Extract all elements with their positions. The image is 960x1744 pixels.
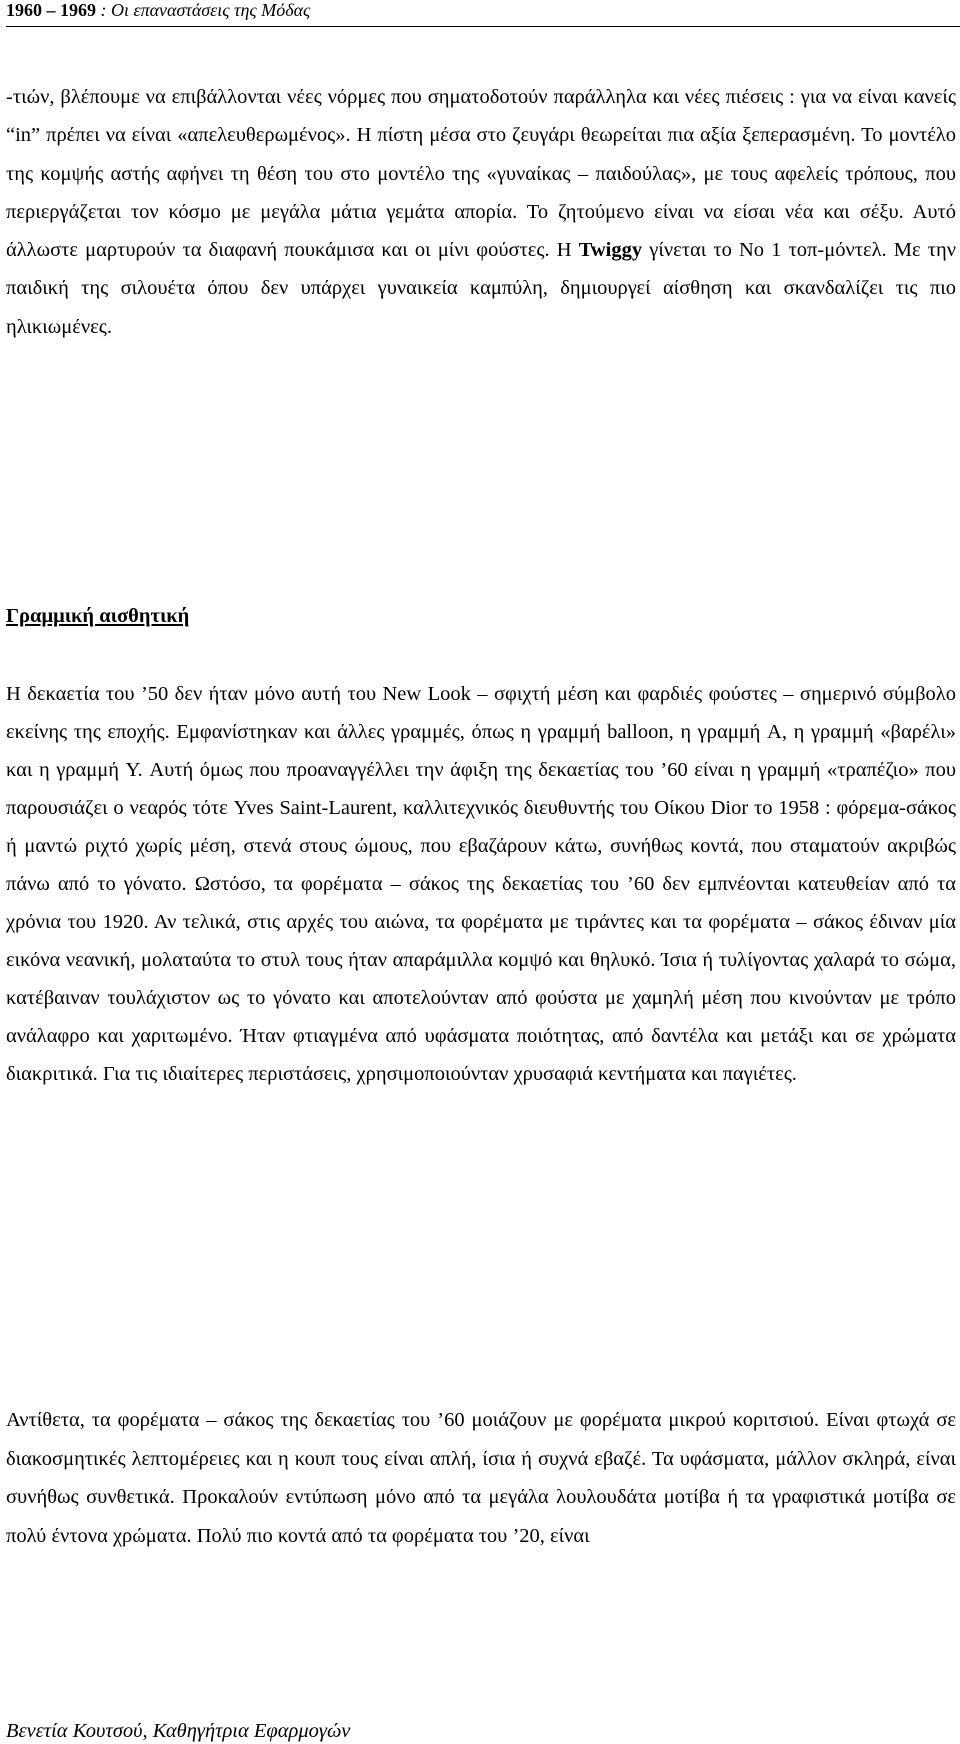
header-years: 1960 – 1969 [6, 0, 96, 20]
paragraph-intro-part2: γίνεται το Νο 1 τοπ-μόντελ. Με την παιδική της σιλουέτα όπου δεν υπάρχει γυναικεία καμπύλη, δημιουργεί αίσθηση και σκανδαλίζει τις πιο ηλικιωμένες. [6, 239, 957, 338]
running-header [6, 0, 960, 27]
author-footer: Βενετία Κουτσού, Καθηγήτρια Εφαρμογών [6, 1720, 351, 1742]
paragraph-intro-part1: -τιών, βλέπουμε να επιβάλλονται νέες νόρμες που σηματοδοτούν παράλληλα και νέες πιέσεις : για να είναι κανείς “in” πρέπει να είναι «απελευθερωμένος». Η πίστη μέσα στο ζευγάρι θεωρείται πια αξία ξεπερασμένη. Το μοντέλο της κομψής αστής αφήνει τη θέση του στο μοντέλο της «γυναίκας – παιδούλας», με τους αφελείς τρόπους, που περιεργάζεται τον κόσμο με μεγάλα μάτια γεμάτα απορία. Το ζητούμενο είναι να είσαι νέα και σέξυ. Αυτό άλλωστε μαρτυρούν τα διαφανή πουκάμισα και οι μίνι φούστες. Η [6, 86, 956, 262]
paragraph-contrast: Αντίθετα, τα φορέματα – σάκος της δεκαετίας του ’60 μοιάζουν με φορέματα μικρού κοριτσιού. Είναι φτωχά σε διακοσμητικές λεπτομέρειες και η κουπ τους είναι απλή, ίσια ή συχνά εβαζέ. Τα υφάσματα, μάλλον σκληρά, είναι συνήθως συνθετικά. Προκαλούν εντύπωση μόνο από τα μεγάλα λουλουδάτα μοτίβα ή τα γραφιστικά μοτίβα σε πολύ έντονα χρώματα. Πολύ πιο κοντά από τα φορέματα του ’20, είναι [6, 1409, 956, 1547]
section-heading: Γραμμική αισθητική [6, 605, 190, 627]
header-title: Οι επαναστάσεις της Μόδας [111, 0, 311, 20]
twiggy-name: Twiggy [578, 239, 643, 262]
header-separator: : [96, 0, 111, 20]
paragraph-linear-aesthetics: Η δεκαετία του ’50 δεν ήταν μόνο αυτή του New Look – σφιχτή μέση και φαρδιές φούστες – σημερινό σύμβολο εκείνης της εποχής. Εμφανίστηκαν και άλλες γραμμές, όπως η γραμμή balloon, η γραμμή A, η γραμμή «βαρέλι» και η γραμμή Y. Αυτή όμως που προαναγγέλλει την άφιξη της δεκαετίας του ’60 είναι η γραμμή «τραπέζιο» που παρουσιάζει ο νεαρός τότε Yves Saint-Laurent, καλλιτεχνικός διευθυντής του Οίκου Dior το 1958 : φόρεμα-σάκος ή μαντώ ριχτό χωρίς μέση, στενά στους ώμους, που εβαζάρουν κάτω, συνήθως κοντά, που σταματούν ακριβώς πάνω από το γόνατο. Ωστόσο, τα φορέματα – σάκος της δεκαετίας του ’60 δεν εμπνέονται κατευθείαν από τα χρόνια του 1920. Αν τελικά, στις αρχές του αιώνα, τα φορέματα με τιράντες και τα φορέματα – σάκος έδιναν μία εικόνα νεανική, μολαταύτα το στυλ τους ήταν απαράμιλλα κομψό και θηλυκό. Ίσια ή τυλίγοντας χαλαρά το σώμα, κατέβαιναν τουλάχιστον ως το γόνατο και αποτελούνταν από φούστα με χαμηλή μέση που κινούνταν με τρόπο ανάλαφρο και χαριτωμένο. Ήταν φτιαγμένα από υφάσματα ποιότητας, από δαντέλα και μετάξι και σε χρώματα διακριτικά. Για τις ιδιαίτερες περιστάσεις, χρησιμοποιούνταν χρυσαφιά κεντήματα και παγιέτες. [6, 683, 956, 1085]
paragraph-intro [6, 78, 956, 346]
